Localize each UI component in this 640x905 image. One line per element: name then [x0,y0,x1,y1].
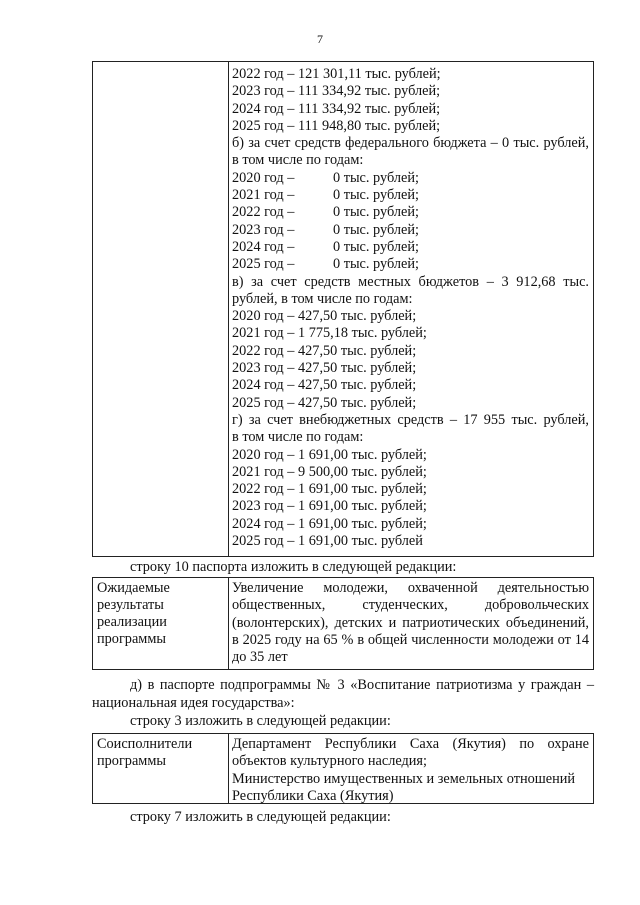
federal-year-row [232,170,589,187]
extrabudget-year-row [232,481,589,498]
federal-year-row [232,239,589,256]
year-label: 2021 год – [232,187,295,204]
amount: 0 тыс. рублей; [332,238,419,255]
year-label: 2022 год – [232,204,295,221]
coexecutors-table [92,733,594,804]
amount: 0 тыс. рублей; [332,256,419,273]
local-year-row [232,343,589,360]
amount: 1 691,00 тыс. рублей; [298,515,427,532]
year-label: 2022 год – [232,342,295,359]
amount: 0 тыс. рублей; [332,187,419,204]
funding-line: 2025 год – 111 948,80 тыс. рублей; [232,117,441,134]
extrabudget-heading: г) за счет внебюджетных средств – 17 955 тыс. рублей, [232,411,589,428]
amount: 427,50 тыс. рублей; [298,342,417,359]
coexec-label-cell [93,734,229,803]
funding-line: 2024 год – 111 334,92 тыс. рублей; [232,100,441,117]
amount: 1 691,00 тыс. рублей; [298,481,427,498]
results-value-line: в 2025 году на 65 % в общей численности молодежи от 14 [232,631,589,648]
instruction-subprogram [92,676,594,712]
results-value-line: общественных, студенческих, добровольческих [232,597,589,614]
amount: 427,50 тыс. рублей; [298,377,417,394]
results-value-line: (волонтерских), детских и патриотических объединений, [232,614,589,631]
year-label: 2023 год – [232,360,295,377]
funding-value-cell [229,62,593,556]
local-year-row [232,395,589,412]
funding-line: 2022 год – 121 301,11 тыс. рублей; [232,66,441,82]
year-label: 2021 год – [232,463,295,480]
funding-label-cell [93,62,229,556]
results-value-line: Увеличение молодежи, охваченной деятельностью [232,580,589,596]
federal-year-row [232,222,589,239]
year-label: 2021 год – [232,325,295,342]
coexec-value-line: Республики Саха (Якутия) [232,787,394,804]
instruction-subprogram-line2: национальная идея государства»: [92,695,295,711]
year-label: 2020 год – [232,169,295,186]
amount: 0 тыс. рублей; [332,221,419,238]
results-label-line: реализации [97,614,167,630]
federal-year-row [232,204,589,221]
year-label: 2024 год – [232,377,295,394]
results-value-line: до 35 лет [232,649,288,666]
amount: 427,50 тыс. рублей; [298,308,417,325]
extrabudget-year-row [232,498,589,515]
results-label-line: результаты [97,597,164,613]
extrabudget-heading-cont: в том числе по годам: [232,429,364,446]
year-label: 2024 год – [232,238,295,255]
local-heading-cont: рублей, в том числе по годам: [232,290,413,307]
local-year-row [232,325,589,342]
year-label: 2025 год – [232,256,295,273]
local-heading: в) за счет средств местных бюджетов – 3 912,68 тыс. [232,273,589,290]
federal-year-row [232,256,589,273]
coexec-value-line: Департамент Республики Саха (Якутия) по охране [232,736,589,752]
coexec-label-line: программы [97,753,167,769]
year-label: 2024 год – [232,515,295,532]
amount: 427,50 тыс. рублей; [298,394,417,411]
instruction-row3: строку 3 изложить в следующей редакции: [130,713,391,729]
federal-heading: б) за счет средств федерального бюджета – 0 тыс. рублей, [232,135,589,152]
funding-line: 2023 год – 111 334,92 тыс. рублей; [232,83,441,100]
instruction-row7: строку 7 изложить в следующей редакции: [130,809,391,825]
coexec-value-line: объектов культурного наследия; [232,753,427,770]
year-label: 2025 год – [232,533,295,550]
extrabudget-year-row [232,464,589,481]
year-label: 2023 год – [232,498,295,515]
year-label: 2023 год – [232,221,295,238]
results-table [92,577,594,670]
coexec-value-line: Министерство имущественных и земельных отношений [232,770,576,787]
amount: 0 тыс. рублей; [332,204,419,221]
local-year-row [232,377,589,394]
extrabudget-year-row [232,447,589,464]
page-number: 7 [317,32,323,46]
local-year-row [232,360,589,377]
local-year-row [232,308,589,325]
federal-heading-cont: в том числе по годам: [232,152,364,169]
amount: 1 691,00 тыс. рублей; [298,498,427,515]
amount: 427,50 тыс. рублей; [298,360,417,377]
results-label-line: Ожидаемые [97,580,170,596]
year-label: 2022 год – [232,481,295,498]
amount: 0 тыс. рублей; [332,169,419,186]
year-label: 2025 год – [232,394,295,411]
results-value-cell [229,578,593,669]
coexec-value-cell [229,734,593,803]
amount: 1 775,18 тыс. рублей; [298,325,427,342]
extrabudget-year-row [232,533,589,550]
amount: 1 691,00 тыс. рублей; [298,446,427,463]
results-label-cell [93,578,229,669]
instruction-subprogram-line1: д) в паспорте подпрограммы № 3 «Воспитание патриотизма у граждан – [130,677,594,693]
instruction-row10: строку 10 паспорта изложить в следующей редакции: [130,559,457,575]
year-label: 2020 год – [232,446,295,463]
funding-table [92,61,594,557]
federal-year-row [232,187,589,204]
results-label-line: программы [97,631,167,647]
extrabudget-year-row [232,516,589,533]
amount: 1 691,00 тыс. рублей [298,533,423,550]
amount: 9 500,00 тыс. рублей; [298,463,427,480]
coexec-label-line: Соисполнители [97,736,193,752]
year-label: 2020 год – [232,308,295,325]
